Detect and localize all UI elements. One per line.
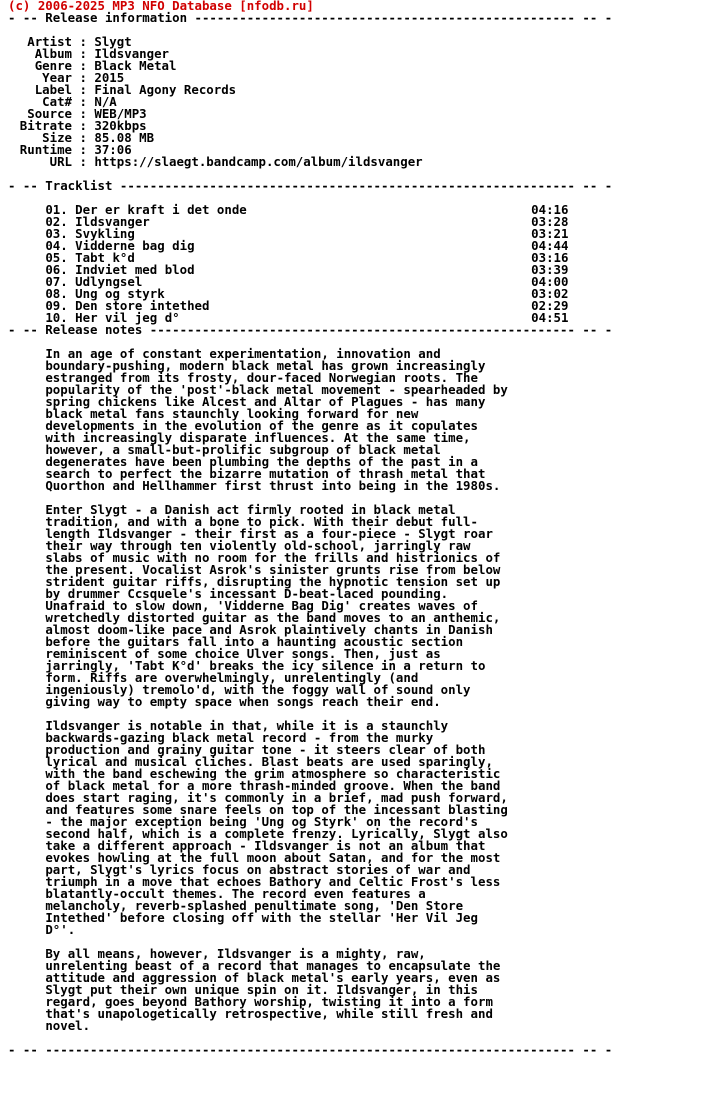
release-info-fields (8, 36, 612, 168)
release-info-separator: : (72, 130, 95, 145)
release-notes-text: Quorthon and Hellhammer first thrust into being in the 1980s. (45, 478, 501, 493)
footer-rule: - -- ----------------------------------------------------------------------- -- - (8, 1042, 613, 1057)
release-notes-line (8, 1020, 612, 1032)
track-title: Vidderne bag dig (75, 238, 195, 253)
release-notes-text: however, a small-but-prolific subgroup of black metal (45, 442, 441, 457)
track-number: 02. (45, 214, 68, 229)
release-notes-text: almost doom-like pace and Asrok plaintively chants in Danish (45, 622, 493, 637)
release-info-separator: : (72, 94, 95, 109)
track-title: Udlyngsel (75, 274, 143, 289)
track-duration: 03:39 (531, 262, 569, 277)
release-notes-text: novel. (45, 1018, 91, 1033)
release-notes-text: reminiscent of some choice Ulver songs. Then, just as (45, 646, 441, 661)
track-number: 01. (45, 202, 68, 217)
release-notes-text: blatantly-occult themes. The record even features a (45, 886, 426, 901)
release-info-separator: : (72, 154, 95, 169)
release-notes-text: backwards-gazing black metal record - from the murky (45, 730, 434, 745)
release-info-row (8, 156, 612, 168)
release-notes-text: production and grainy guitar tone - it steers clear of both (45, 742, 486, 757)
release-notes-text: before the guitars fall into a haunting acoustic section (45, 634, 464, 649)
track-title: Tabt k°d (75, 250, 135, 265)
release-notes-text: their way through ten violently old-school, jarringly raw (45, 538, 471, 553)
release-notes-text: that's unapologetically retrospective, while still fresh and (45, 1006, 493, 1021)
release-info-key: Year (42, 70, 72, 85)
release-notes-text: strident guitar riffs, disrupting the hypnotic tension set up (45, 574, 501, 589)
release-notes-text: boundary-pushing, modern black metal has grown increasingly (45, 358, 486, 373)
release-info-value: N/A (94, 94, 117, 109)
track-duration: 03:21 (531, 226, 569, 241)
release-notes-text: black metal fans staunchly looking forward for new (45, 406, 419, 421)
release-notes-text: of black metal for a more thrash-minded groove. When the band (45, 778, 501, 793)
release-info-key: Bitrate (19, 118, 72, 133)
track-duration: 04:44 (531, 238, 569, 253)
release-notes-text: part, Slygt's lyrics focus on abstract stories of war and (45, 862, 471, 877)
tracklist (8, 204, 612, 324)
release-info-separator: : (72, 70, 95, 85)
release-info-value: Black Metal (94, 58, 177, 73)
release-info-separator: : (72, 46, 95, 61)
release-notes-text: by drummer Ccsquele's incessant D-beat-laced pounding. (45, 586, 449, 601)
release-notes-heading: - -- Release notes --------------------------------------------------------- -- - (8, 322, 613, 337)
release-info-key: Label (34, 82, 72, 97)
track-number: 04. (45, 238, 68, 253)
track-number: 03. (45, 226, 68, 241)
release-notes-text: with the band eschewing the grim atmosphere so characteristic (45, 766, 501, 781)
release-info-separator: : (72, 106, 95, 121)
release-info-value: Final Agony Records (94, 82, 237, 97)
release-info-value: 2015 (94, 70, 125, 85)
release-info-value: 320kbps (94, 118, 147, 133)
release-notes-text: Intethed' before closing off with the stellar 'Her Vil Jeg (45, 910, 478, 925)
track-duration: 03:16 (531, 250, 569, 265)
release-notes-text: ingeniously) tremolo'd, with the foggy wall of sound only (45, 682, 471, 697)
release-notes-text: evokes howling at the full moon about Satan, and for the most (45, 850, 501, 865)
release-notes-text: triumph in a move that echoes Bathory and Celtic Frost's less (45, 874, 501, 889)
release-notes-text: unrelenting beast of a record that manages to encapsulate the (45, 958, 501, 973)
release-notes-text: the present. Vocalist Asrok's sinister grunts rise from below (45, 562, 501, 577)
release-notes-text: degenerates have been plumbing the depths of the past in a (45, 454, 478, 469)
track-number: 10. (45, 310, 68, 325)
tracklist-heading: - -- Tracklist ------------------------------------------------------------- -- - (8, 178, 613, 193)
release-info-value: Slygt (94, 34, 132, 49)
track-number: 09. (45, 298, 68, 313)
release-notes-text: wretchedly distorted guitar as the band moves to an anthemic, (45, 610, 501, 625)
release-info-separator: : (72, 58, 95, 73)
release-notes-text: lyrical and musical cliches. Blast beats are used sparingly, (45, 754, 493, 769)
release-notes-text: By all means, however, Ildsvanger is a mighty, raw, (45, 946, 426, 961)
release-notes-text: spring chickens like Alcest and Altar of Plagues - has many (45, 394, 486, 409)
release-notes-text: does start raging, it's commonly in a brief, mad push forward, (45, 790, 508, 805)
release-info-key: Album (34, 46, 72, 61)
track-duration: 03:02 (531, 286, 569, 301)
track-number: 08. (45, 286, 68, 301)
release-info-separator: : (72, 118, 95, 133)
release-notes-text: form. Riffs are overwhelmingly, unrelentingly (and (45, 670, 419, 685)
release-info-value: Ildsvanger (94, 46, 169, 61)
release-notes-line (8, 1008, 612, 1020)
release-info-key: Genre (34, 58, 72, 73)
release-info-key: Source (27, 106, 72, 121)
track-duration: 02:29 (531, 298, 569, 313)
release-info-value: 85.08 MB (94, 130, 155, 145)
release-notes-line (8, 912, 612, 924)
release-info-separator: : (72, 82, 95, 97)
release-notes-text: Slygt put their own unique spin on it. Ildsvanger, in this (45, 982, 478, 997)
release-notes-text: and features some snare feels on top of the incessant blasting (45, 802, 508, 817)
release-info-value: 37:06 (94, 142, 132, 157)
release-notes-text: length Ildsvanger - their first as a four-piece - Slygt roar (45, 526, 493, 541)
track-duration: 04:16 (531, 202, 569, 217)
track-duration: 03:28 (531, 214, 569, 229)
release-notes-text: popularity of the 'post'-black metal movement - spearheaded by (45, 382, 508, 397)
release-notes-text: slabs of music with no room for the frills and histrionics of (45, 550, 501, 565)
release-info-key: URL (49, 154, 72, 169)
release-notes-line (8, 924, 612, 936)
track-title: Her vil jeg d° (75, 310, 180, 325)
track-title: Ung og styrk (75, 286, 165, 301)
release-info-separator: : (72, 34, 95, 49)
release-notes-line (8, 480, 612, 492)
release-notes-text: search to perfect the bizarre mutation of thrash metal that (45, 466, 486, 481)
release-notes-text: D°'. (45, 922, 76, 937)
track-number: 07. (45, 274, 68, 289)
release-notes-text: melancholy, reverb-splashed penultimate song, 'Den Store (45, 898, 464, 913)
track-duration: 04:00 (531, 274, 569, 289)
release-notes (8, 348, 612, 1032)
release-info-separator: : (72, 142, 95, 157)
release-notes-text: with increasingly disparate influences. At the same time, (45, 430, 471, 445)
nfo-header: (c) 2006-2025 MP3 NFO Database [nfodb.ru] (8, 0, 314, 13)
release-notes-text: In an age of constant experimentation, innovation and (45, 346, 441, 361)
track-title: Indviet med blod (75, 262, 195, 277)
release-notes-text: estranged from its frosty, dour-faced Norwegian roots. The (45, 370, 478, 385)
release-notes-text: developments in the evolution of the genre as it copulates (45, 418, 478, 433)
release-info-key: Artist (27, 34, 72, 49)
release-notes-text: attitude and aggression of black metal's early years, even as (45, 970, 501, 985)
track-duration: 04:51 (531, 310, 569, 325)
track-title: Den store intethed (75, 298, 210, 313)
release-notes-text: Enter Slygt - a Danish act firmly rooted in black metal (45, 502, 456, 517)
release-notes-text: - the major exception being 'Ung og Styrk' on the record's (45, 814, 478, 829)
release-notes-line (8, 696, 612, 708)
release-notes-text: take a different approach - Ildsvanger is not an album that (45, 838, 486, 853)
release-info-value: WEB/MP3 (94, 106, 147, 121)
release-notes-text: tradition, and with a bone to pick. With their debut full- (45, 514, 478, 529)
release-info-key: Size (42, 130, 72, 145)
track-title: Der er kraft i det onde (75, 202, 247, 217)
track-title: Svykling (75, 226, 135, 241)
track-number: 05. (45, 250, 68, 265)
release-info-key: Cat# (42, 94, 72, 109)
nfo-document (8, 0, 612, 1056)
release-info-value: https://slaegt.bandcamp.com/album/ildsvanger (94, 154, 423, 169)
track-title: Ildsvanger (75, 214, 150, 229)
release-notes-text: Ildsvanger is notable in that, while it is a staunchly (45, 718, 449, 733)
release-info-heading: - -- Release information --------------------------------------------------- -- - (8, 10, 613, 25)
track-number: 06. (45, 262, 68, 277)
release-notes-text: regard, goes beyond Bathory worship, twisting it into a form (45, 994, 493, 1009)
release-notes-text: giving way to empty space when songs reach their end. (45, 694, 441, 709)
release-notes-text: jarringly, 'Tabt K°d' breaks the icy silence in a return to (45, 658, 486, 673)
release-info-key: Runtime (19, 142, 72, 157)
release-notes-text: second half, which is a complete frenzy. Lyrically, Slygt also (45, 826, 508, 841)
release-notes-text: Unafraid to slow down, 'Vidderne Bag Dig' creates waves of (45, 598, 478, 613)
